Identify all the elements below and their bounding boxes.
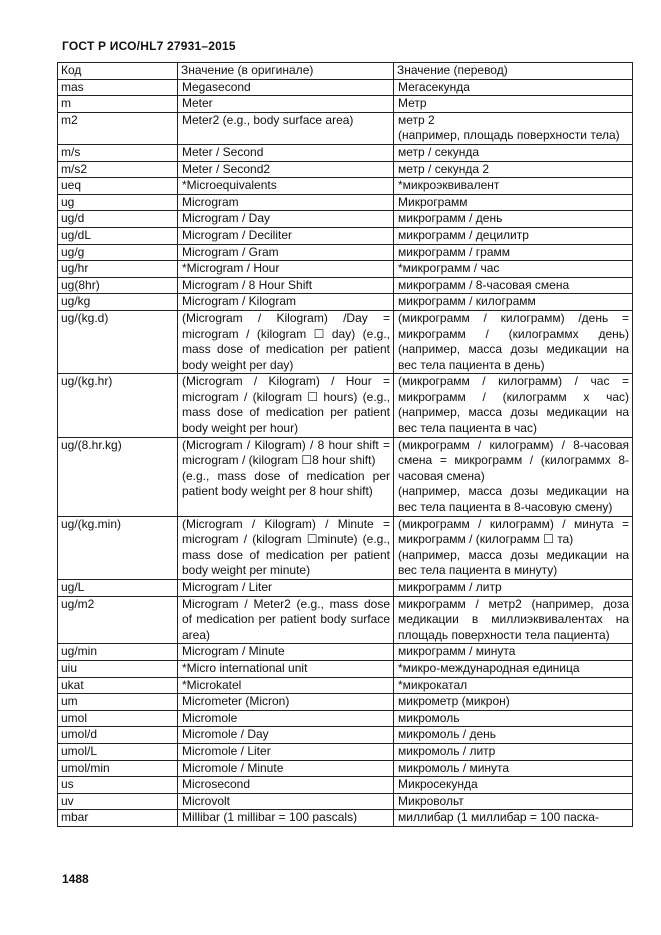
table-row <box>58 277 633 294</box>
cell-original <box>178 694 394 711</box>
cell-translation-line: *микро-международная единица <box>398 660 580 675</box>
cell-translation <box>394 211 633 228</box>
table-row <box>58 144 633 161</box>
cell-translation <box>394 743 633 760</box>
table-row <box>58 580 633 597</box>
cell-original <box>178 161 394 178</box>
cell-original <box>178 112 394 144</box>
cell-original <box>178 244 394 261</box>
table-body <box>58 79 633 826</box>
cell-translation <box>394 437 633 516</box>
cell-original <box>178 211 394 228</box>
cell-original <box>178 760 394 777</box>
cell-translation-line: микрометр (микрон) <box>398 694 510 709</box>
cell-original-line: Micromole <box>182 710 238 725</box>
table-row <box>58 793 633 810</box>
cell-original-line: Microgram / Liter <box>182 580 273 594</box>
cell-code: uv <box>58 793 178 810</box>
cell-translation-line: (микрограмм / килограмм) / час = микрограмм / (килограмм х час) (например, масса дозы медикации на вес тела пациента в час) <box>398 374 629 436</box>
cell-code: m <box>58 96 178 113</box>
cell-translation-line: Микросекунда <box>398 777 478 792</box>
table-row <box>58 760 633 777</box>
table-row <box>58 743 633 760</box>
cell-translation-line: (микрограмм / килограмм) / 8-часовая смена = микрограмм / (килограммх 8-часовая смена) <box>398 437 629 483</box>
cell-original <box>178 777 394 794</box>
cell-original-line: Microgram <box>182 194 239 209</box>
cell-original-line: Microgram / 8 Hour Shift <box>182 277 313 292</box>
cell-original <box>178 743 394 760</box>
cell-original <box>178 580 394 597</box>
cell-original <box>178 727 394 744</box>
cell-translation <box>394 178 633 195</box>
cell-translation-line: микрограмм / метр2 (например, доза медикации в миллиэквивалентах на площадь поверхности тела пациента) <box>398 596 629 642</box>
cell-translation <box>394 227 633 244</box>
cell-original <box>178 710 394 727</box>
cell-translation-line: микрограмм / децилитр <box>398 227 529 242</box>
cell-translation-line: (например, масса дозы медикации на вес тела пациента в минуту) <box>398 547 629 578</box>
cell-original-line: Meter <box>182 96 213 111</box>
cell-translation-line: микромоль <box>398 710 460 725</box>
cell-original <box>178 261 394 278</box>
cell-translation-line: микрограмм / килограмм <box>398 294 536 309</box>
cell-code: ug/kg <box>58 294 178 311</box>
table-row <box>58 96 633 113</box>
cell-translation <box>394 294 633 311</box>
cell-original-line: Meter / Second <box>182 144 264 159</box>
cell-translation <box>394 161 633 178</box>
cell-original-line: Megasecond <box>182 79 251 94</box>
cell-original <box>178 374 394 437</box>
cell-translation-line: Микрограмм <box>398 194 468 209</box>
cell-translation <box>394 96 633 113</box>
cell-original <box>178 294 394 311</box>
cell-original-line: Microgram / Day <box>182 211 271 226</box>
cell-translation-line: Метр <box>398 96 427 111</box>
table-row <box>58 112 633 144</box>
cell-original-line: Millibar (1 millibar = 100 pascals) <box>182 810 358 825</box>
cell-original-line: *Micro international unit <box>182 660 308 675</box>
cell-translation <box>394 244 633 261</box>
cell-translation-line: *микроэквивалент <box>398 178 500 193</box>
table-row <box>58 211 633 228</box>
cell-code: ug/(kg.hr) <box>58 374 178 437</box>
cell-code: ug/d <box>58 211 178 228</box>
cell-code: mas <box>58 79 178 96</box>
cell-original-line: Microgram / Deciliter <box>182 227 293 242</box>
cell-code: ug/(kg.d) <box>58 310 178 373</box>
table-row <box>58 596 633 644</box>
cell-original-line: Microsecond <box>182 777 251 792</box>
table-row <box>58 310 633 373</box>
table-row <box>58 810 633 827</box>
cell-code: umol/L <box>58 743 178 760</box>
table-row <box>58 727 633 744</box>
cell-original-line: Meter / Second2 <box>182 161 271 176</box>
column-header-code: Код <box>58 63 178 80</box>
table-row <box>58 261 633 278</box>
cell-translation-line: Мегасекунда <box>398 79 470 94</box>
cell-translation <box>394 777 633 794</box>
cell-translation-line: (например, площадь поверхности тела) <box>398 128 620 143</box>
cell-translation-line: микрограмм / минута <box>398 644 516 659</box>
cell-translation <box>394 79 633 96</box>
cell-code: m/s <box>58 144 178 161</box>
cell-translation <box>394 710 633 727</box>
cell-original <box>178 660 394 677</box>
cell-original <box>178 144 394 161</box>
cell-original <box>178 793 394 810</box>
cell-code: m2 <box>58 112 178 144</box>
table-row <box>58 516 633 579</box>
cell-translation-line: микрограмм / 8-часовая смена <box>398 277 570 292</box>
cell-translation-line: (например, масса дозы медикации на вес тела пациента в 8-часовую смену) <box>398 484 629 515</box>
cell-translation <box>394 277 633 294</box>
document-header: ГОСТ Р ИСО/HL7 27931–2015 <box>62 39 236 53</box>
cell-translation-line: микрограмм / литр <box>398 580 502 594</box>
cell-translation-line: метр / секунда <box>398 144 480 159</box>
cell-original <box>178 194 394 211</box>
table-row <box>58 644 633 661</box>
cell-translation <box>394 677 633 694</box>
table-row <box>58 178 633 195</box>
table-row <box>58 194 633 211</box>
cell-translation-line: Микровольт <box>398 793 464 808</box>
cell-translation-line: микромоль / литр <box>398 743 496 758</box>
column-header-original: Значение (в оригинале) <box>178 63 394 80</box>
cell-translation-line: (микрограмм / килограмм) /день = микрограмм / (килограммх день) (например, масса дозы медикации на вес тела пациента в день) <box>398 310 629 372</box>
cell-original <box>178 516 394 579</box>
cell-original <box>178 644 394 661</box>
cell-translation <box>394 310 633 373</box>
cell-original-line: (Microgram / Kilogram) / 8 hour shift = microgram / (kilogram ☐8 hour shift) <box>182 437 390 468</box>
cell-original-line: *Microkatel <box>182 677 242 692</box>
cell-translation <box>394 810 633 827</box>
cell-code: umol/min <box>58 760 178 777</box>
units-table <box>57 62 633 827</box>
cell-code: ug(8hr) <box>58 277 178 294</box>
cell-original-line: (Microgram / Kilogram) / Minute = microgram / (kilogram ☐minute) (e.g., mass dose of medication per patient body weight per minute) <box>182 516 390 578</box>
cell-code: ug/dL <box>58 227 178 244</box>
cell-code: ug/min <box>58 644 178 661</box>
cell-original <box>178 677 394 694</box>
table-header-row <box>58 63 633 80</box>
cell-translation <box>394 112 633 144</box>
cell-code: ueq <box>58 178 178 195</box>
table-row <box>58 710 633 727</box>
cell-original-line: Micromole / Day <box>182 727 269 742</box>
cell-code: um <box>58 694 178 711</box>
cell-code: umol/d <box>58 727 178 744</box>
cell-translation <box>394 596 633 644</box>
table-row <box>58 244 633 261</box>
cell-code: uiu <box>58 660 178 677</box>
page-number: 1488 <box>62 872 89 886</box>
table-row <box>58 294 633 311</box>
cell-translation-line: *микрограмм / час <box>398 261 500 276</box>
table-row <box>58 374 633 437</box>
cell-code: m/s2 <box>58 161 178 178</box>
cell-original-line: Microgram / Meter2 (e.g., mass dose of medication per patient body surface area) <box>182 596 390 642</box>
cell-original-line: Microgram / Gram <box>182 244 279 259</box>
cell-original-line: *Microequivalents <box>182 178 277 193</box>
cell-translation <box>394 516 633 579</box>
cell-translation-line: миллибар (1 миллибар = 100 паска- <box>398 810 599 825</box>
cell-original-line: (Microgram / Kilogram) / Hour = microgram / (kilogram ☐ hours) (e.g., mass dose of medication per patient body weight per hour) <box>182 374 390 436</box>
cell-original-line: Microgram / Kilogram <box>182 294 297 309</box>
cell-original <box>178 79 394 96</box>
cell-code: ug <box>58 194 178 211</box>
cell-translation <box>394 660 633 677</box>
cell-original-line: *Microgram / Hour <box>182 261 280 276</box>
cell-original-line: (Microgram / Kilogram) /Day = microgram / (kilogram ☐ day) (e.g., mass dose of medication per patient body weight per day) <box>182 310 390 372</box>
cell-code: ug/L <box>58 580 178 597</box>
cell-translation <box>394 793 633 810</box>
table-row <box>58 677 633 694</box>
cell-original-line: Micromole / Liter <box>182 743 271 758</box>
cell-original <box>178 596 394 644</box>
cell-original <box>178 437 394 516</box>
cell-translation-line: микрограмм / день <box>398 211 503 226</box>
cell-translation <box>394 694 633 711</box>
cell-code: mbar <box>58 810 178 827</box>
cell-translation-line: микромоль / минута <box>398 760 510 775</box>
column-header-translation: Значение (перевод) <box>394 63 633 80</box>
cell-translation-line: метр 2 <box>398 112 435 127</box>
table-row <box>58 660 633 677</box>
cell-original-line: Micromole / Minute <box>182 760 284 775</box>
cell-translation-line: микромоль / день <box>398 727 497 742</box>
cell-translation-line: (микрограмм / килограмм) / минута = микрограмм / (килограмм ☐ та) <box>398 516 629 547</box>
cell-original <box>178 227 394 244</box>
cell-translation <box>394 727 633 744</box>
cell-original <box>178 310 394 373</box>
table-row <box>58 227 633 244</box>
cell-code: ukat <box>58 677 178 694</box>
cell-original-line: Microgram / Minute <box>182 644 285 659</box>
cell-original-line: (e.g., mass dose of medication per patient body weight per 8 hour shift) <box>182 468 390 499</box>
cell-translation <box>394 644 633 661</box>
cell-code: ug/g <box>58 244 178 261</box>
cell-original <box>178 96 394 113</box>
cell-code: umol <box>58 710 178 727</box>
cell-code: ug/(8.hr.kg) <box>58 437 178 516</box>
cell-original-line: Microvolt <box>182 793 231 808</box>
cell-translation <box>394 144 633 161</box>
cell-original <box>178 178 394 195</box>
cell-translation-line: *микрокатал <box>398 677 468 692</box>
cell-code: ug/(kg.min) <box>58 516 178 579</box>
table-row <box>58 79 633 96</box>
table-row <box>58 694 633 711</box>
cell-original-line: Micrometer (Micron) <box>182 694 290 709</box>
cell-translation <box>394 261 633 278</box>
cell-original-line: Meter2 (e.g., body surface area) <box>182 112 354 127</box>
cell-translation-line: метр / секунда 2 <box>398 161 490 176</box>
cell-code: ug/hr <box>58 261 178 278</box>
cell-translation-line: микрограмм / грамм <box>398 244 511 259</box>
cell-translation <box>394 194 633 211</box>
cell-code: us <box>58 777 178 794</box>
table-row <box>58 777 633 794</box>
cell-translation <box>394 580 633 597</box>
table-row <box>58 437 633 516</box>
cell-original <box>178 277 394 294</box>
cell-original <box>178 810 394 827</box>
table-row <box>58 161 633 178</box>
cell-translation <box>394 374 633 437</box>
cell-translation <box>394 760 633 777</box>
cell-code: ug/m2 <box>58 596 178 644</box>
